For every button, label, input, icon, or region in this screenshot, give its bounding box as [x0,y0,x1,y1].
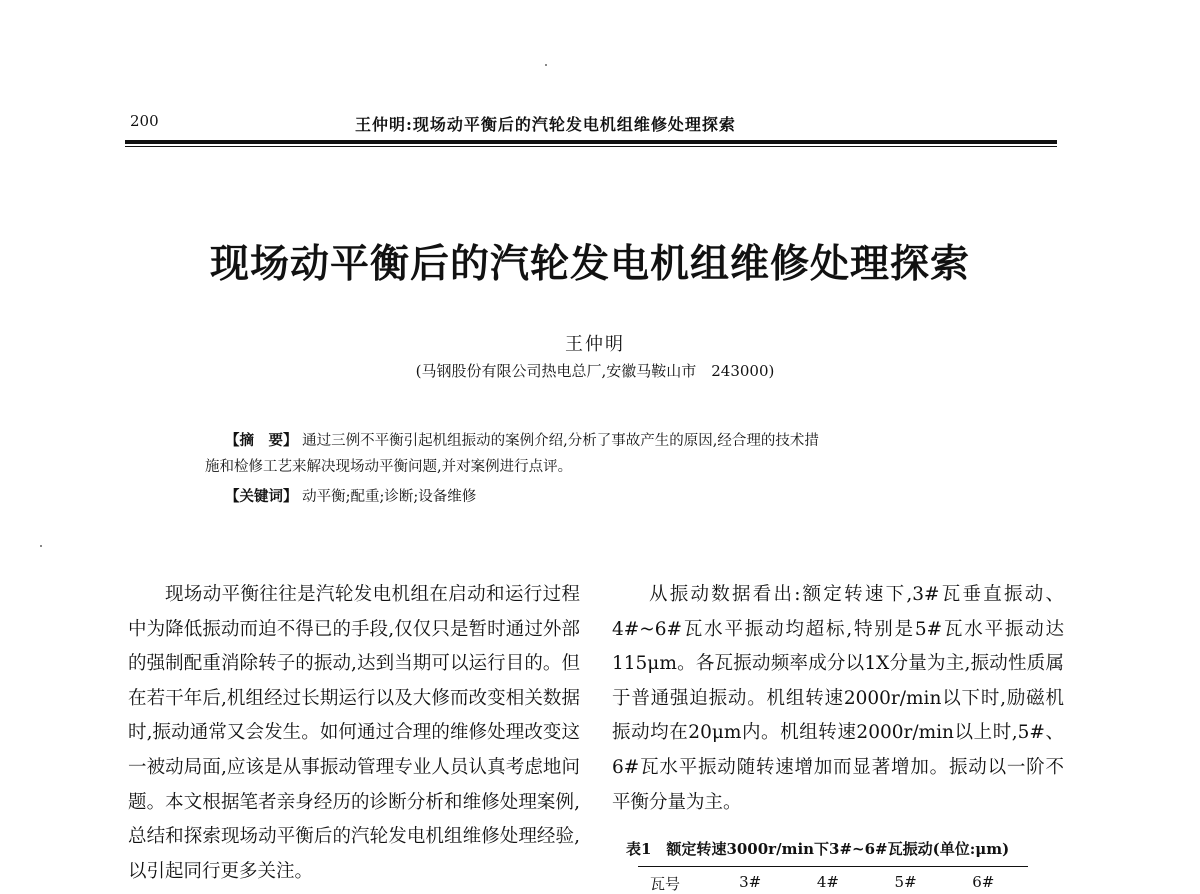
header-rule-thin [125,146,1057,147]
running-title: 王仲明:现场动平衡后的汽轮发电机组维修处理探索 [355,115,736,134]
table-top-rule [638,866,1028,867]
body-paragraph-left: 现场动平衡往往是汽轮发电机组在启动和运行过程中为降低振动而迫不得已的手段,仅仅只是暂时通过外部的强制配重消除转子的振动,达到当期可以运行目的。但在若干年后,机组经过长期运行以及大修而改变相关数据时,振动通常又会发生。如何通过合理的维修处理改变这一被动局面,应该是从事振动管理专业人员认真考虑地问题。本文根据笔者亲身经历的诊断分析和维修处理案例,总结和探索现场动平衡后的汽轮发电机组维修处理经验,以引起同行更多关注。 [128,584,580,882]
author-name: 王仲明 [565,334,625,355]
table-header-row [650,873,1050,894]
scan-speck [40,545,42,547]
author-affiliation: (马钢股份有限公司热电总厂,安徽马鞍山市 243000) [415,362,775,380]
header-rule-thick [125,140,1057,144]
abstract-text-2: 施和检修工艺来解决现场动平衡问题,并对案例进行点评。 [205,459,573,475]
keywords [225,485,476,506]
keywords-text: 动平衡;配重;诊断;设备维修 [302,489,477,505]
abstract [205,428,1005,480]
body-column-left [128,578,580,889]
page-number: 200 [130,112,159,130]
abstract-text-1: 通过三例不平衡引起机组振动的案例介绍,分析了事故产生的原因,经合理的技术措 [302,433,819,449]
body-paragraph-right: 从振动数据看出:额定转速下,3#瓦垂直振动、4#~6#瓦水平振动均超标,特别是5#瓦水平振动达115μm。各瓦振动频率成分以1X分量为主,振动性质属于普通强迫振动。机组转速2000r/min以下时,励磁机振动均在20μm内。机组转速2000r/min以上时,5#、6#瓦水平振动随转速增加而显著增加。振动以一阶不平衡分量为主。 [612,584,1064,813]
table-header-cell: 6# [972,873,995,891]
table-header-cell: 4# [816,873,839,891]
table-header-cell: 3# [739,873,762,891]
table-header-cell: 5# [894,873,917,891]
abstract-label: 【摘 要】 [225,432,298,449]
article-title: 现场动平衡后的汽轮发电机组维修处理探索 [209,241,970,287]
body-column-right [612,578,1064,820]
scan-speck [545,64,547,66]
table-header-cell: 瓦号 [650,875,681,893]
keywords-label: 【关键词】 [225,488,298,505]
table-caption: 表1 额定转速3000r/min下3#~6#瓦振动(单位:μm) [626,840,1010,858]
